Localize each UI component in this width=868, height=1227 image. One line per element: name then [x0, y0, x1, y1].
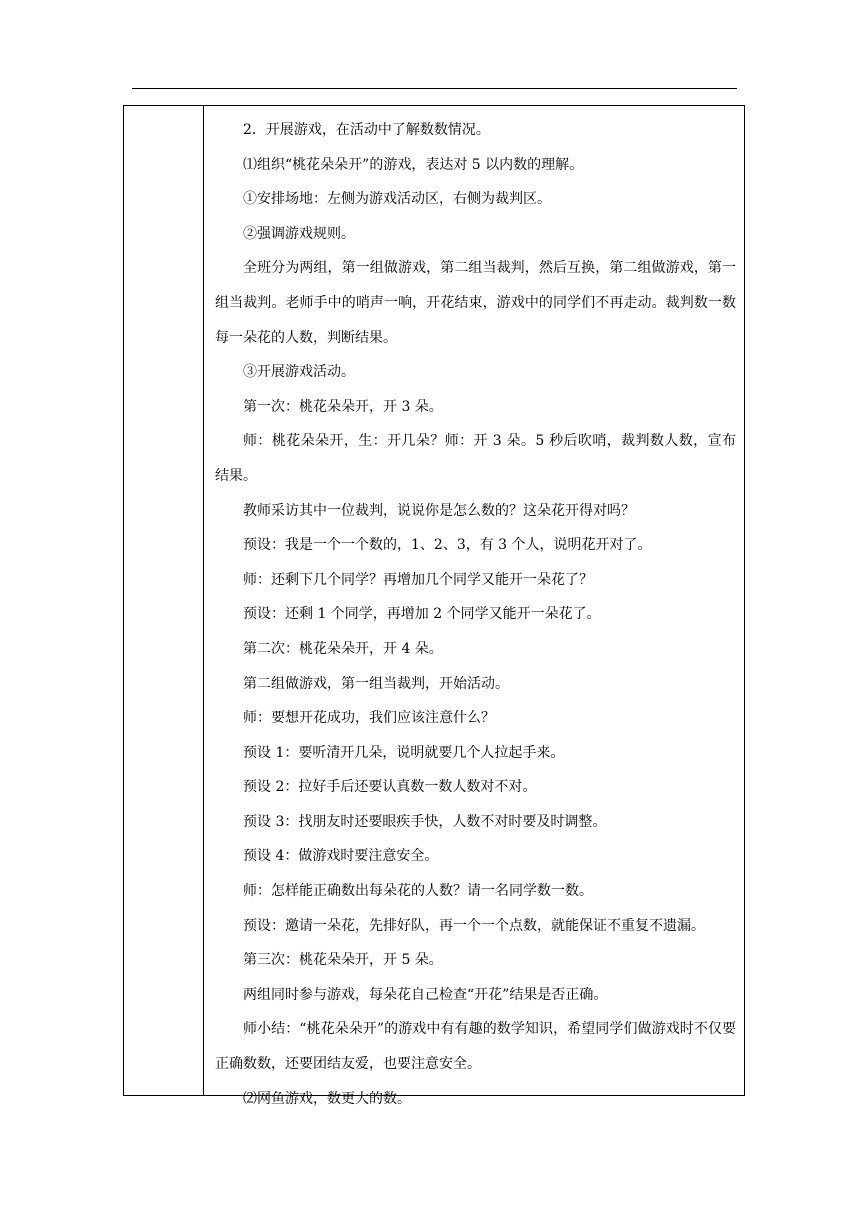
paragraph: 预设：还剩 1 个同学，再增加 2 个同学又能开一朵花了。: [243, 606, 601, 623]
paragraph: 2．开展游戏，在活动中了解数数情况。: [243, 122, 490, 138]
paragraph: 全班分为两组，第一组做游戏，第二组当裁判，然后互换，第二组做游戏，第一组当裁判。老师手中的哨声一响，开花结束，游戏中的同学们不再走动。裁判数一数每一朵花的人数，判断结果。: [215, 260, 736, 346]
paragraph: 预设 3：找朋友时还要眼疾手快，人数不对时要及时调整。: [243, 813, 607, 830]
paragraph: 预设：邀请一朵花，先排好队，再一个一个点数，就能保证不重复不遗漏。: [243, 917, 705, 934]
paragraph: 师：还剩下几个同学？再增加几个同学又能开一朵花了？: [243, 571, 593, 588]
table-content-cell: [204, 106, 744, 1107]
paragraph: 师：怎样能正确数出每朵花的人数？请一名同学数一数。: [243, 883, 593, 900]
table-left-column: [124, 106, 204, 1095]
lesson-table: [123, 105, 745, 1107]
paragraph: 第一次：桃花朵朵开，开 3 朵。: [243, 398, 443, 415]
paragraph: 师：要想开花成功，我们应该注意什么？: [243, 710, 495, 727]
paragraph: ③开展游戏活动。: [243, 364, 355, 381]
paragraph: 师：桃花朵朵开，生：开几朵？师：开 3 朵。5 秒后吹哨，裁判数人数，宣布结果。: [215, 433, 736, 484]
paragraph: 预设 2：拉好手后还要认真数一数人数对不对。: [243, 779, 537, 796]
paragraph: 教师采访其中一位裁判，说说你是怎么数的？这朵花开得对吗？: [243, 502, 635, 519]
paragraph: ②强调游戏规则。: [243, 225, 355, 242]
paragraph: 预设 4：做游戏时要注意安全。: [243, 848, 439, 865]
paragraph: 第二次：桃花朵朵开，开 4 朵。: [243, 640, 443, 657]
paragraph: 第三次：桃花朵朵开，开 5 朵。: [243, 952, 443, 969]
paragraph: ⑴组织“桃花朵朵开”的游戏，表达对 5 以内数的理解。: [243, 156, 584, 173]
paragraph: 第二组做游戏，第一组当裁判，开始活动。: [243, 675, 509, 692]
paragraph: 师小结：“桃花朵朵开”的游戏中有有趣的数学知识，希望同学们做游戏时不仅要正确数数，还要团结友爱，也要注意安全。: [215, 1021, 736, 1073]
paragraph: 预设：我是一个一个数的，1、2、3，有 3 个人，说明花开对了。: [243, 537, 652, 554]
paragraph: ①安排场地：左侧为游戏活动区，右侧为裁判区。: [243, 191, 551, 208]
paragraph: 两组同时参与游戏，每朵花自己检查“开花”结果是否正确。: [243, 986, 608, 1003]
paragraph: 预设 1：要听清开几朵，说明就要几个人拉起手来。: [243, 744, 565, 761]
header-rule: [132, 88, 737, 89]
paragraph: ⑵网鱼游戏，数更大的数。: [243, 1090, 411, 1107]
